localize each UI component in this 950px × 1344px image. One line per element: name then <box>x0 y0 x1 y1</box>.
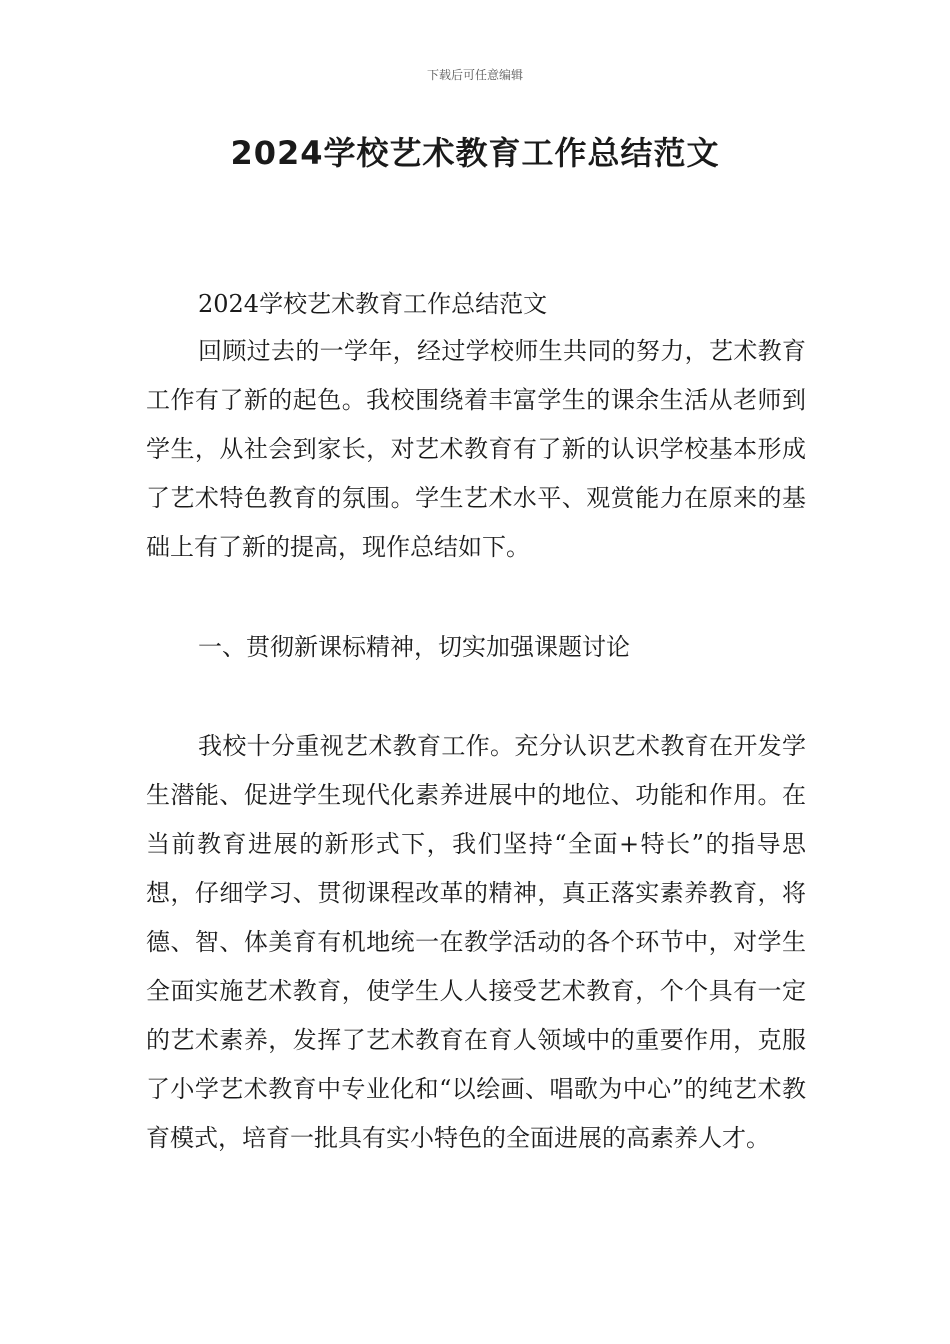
section-one-heading: 一、贯彻新课标精神，切实加强课题讨论 <box>198 633 630 661</box>
section-one-paragraph: 我校十分重视艺术教育工作。充分认识艺术教育在开发学生潜能、促进学生现代化素养进展中的地位、功能和作用。在当前教育进展的新形式下，我们坚持“全面+特长”的指导思想，仔细学习、贯彻课程改革的精神，真正落实素养教育，将德、智、体美育有机地统一在教学活动的各个环节中，对学生全面实施艺术教育，使学生人人接受艺术教育，个个具有一定的艺术素养，发挥了艺术教育在育人领域中的重要作用，克服了小学艺术教育中专业化和“以绘画、唱歌为中心”的纯艺术教育模式，培育一批具有实小特色的全面进展的高素养人才。 <box>146 732 806 1152</box>
document-subtitle: 2024学校艺术教育工作总结范文 <box>198 290 548 318</box>
intro-paragraph: 回顾过去的一学年，经过学校师生共同的努力，艺术教育工作有了新的起色。我校围绕着丰富学生的课余生活从老师到学生，从社会到家长，对艺术教育有了新的认识学校基本形成了艺术特色教育的氛围。学生艺术水平、观赏能力在原来的基础上有了新的提高，现作总结如下。 <box>146 337 806 561</box>
document-title: 2024学校艺术教育工作总结范文 <box>230 134 720 172</box>
header-note: 下载后可任意编辑 <box>426 68 523 82</box>
